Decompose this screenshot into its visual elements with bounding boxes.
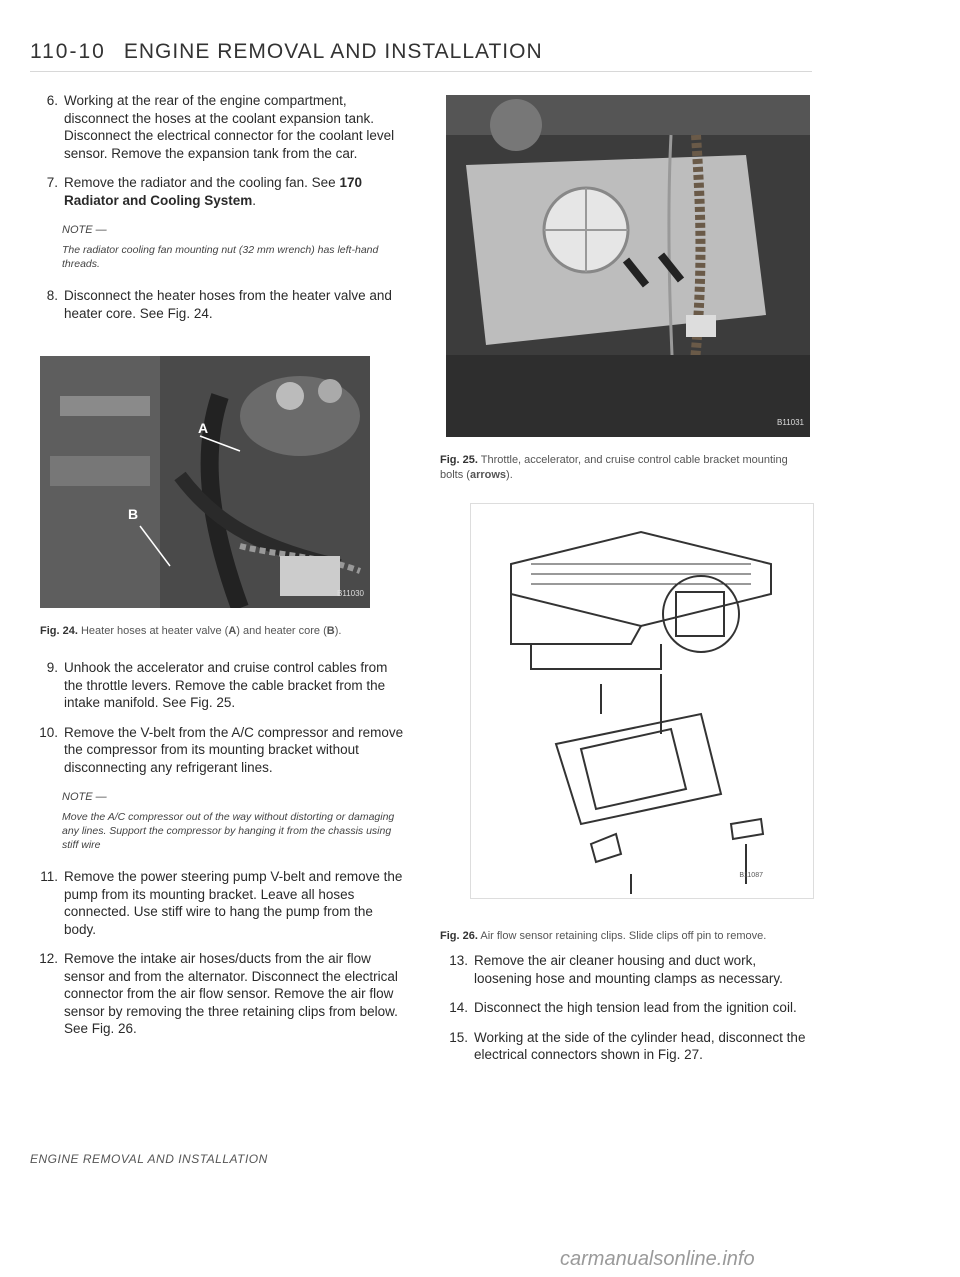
- watermark: carmanualsonline.info: [560, 1248, 755, 1270]
- page-header: [30, 40, 543, 64]
- page-number: 110-10: [30, 40, 106, 63]
- fig25-caption: Fig. 25. Throttle, accelerator, and cruise control cable bracket mounting bolts (arrows).: [440, 454, 788, 481]
- air-flow-sensor-drawing: [471, 504, 813, 898]
- fig26-caption: Fig. 26. Air flow sensor retaining clips. Slide clips off pin to remove.: [440, 930, 767, 942]
- step-9: 9. Unhook the accelerator and cruise control cables from the throttle levers. Remove the cable bracket from the intake manifold. See Fig. 25.: [46, 660, 388, 710]
- step-12: 12. Remove the intake air hoses/ducts from the air flow sensor and from the alternator. Disconnect the electrical connector from the air flow sensor. Remove the air flow sensor by removing the three retaining clips from below. See Fig. 26.: [39, 951, 398, 1036]
- figure-code: B11030: [337, 588, 364, 598]
- header-rule: [30, 71, 812, 72]
- fig24-photo: [40, 356, 370, 608]
- figure-code: B11087: [739, 871, 763, 879]
- section-reference: 170 Radiator and Cooling System: [64, 175, 362, 208]
- page-footer: ENGINE REMOVAL AND INSTALLATION: [30, 1152, 268, 1166]
- engine-bay-photo-illustration: [40, 356, 370, 608]
- step-8: 8. Disconnect the heater hoses from the heater valve and heater core. See Fig. 24.: [46, 288, 392, 321]
- right-column: [440, 95, 812, 1076]
- step-6: 6. Working at the rear of the engine compartment, disconnect the hoses at the coolant expansion tank. Disconnect the electrical connector for the coolant level sensor. Remove the expansion tank from the car.: [46, 93, 395, 161]
- step-15: 15. Working at the side of the cylinder head, disconnect the electrical connectors shown in Fig. 27.: [449, 1029, 806, 1062]
- step-10: 10. Remove the V-belt from the A/C compressor and remove the compressor from its mounting bracket without disconnecting any refrigerant lines.: [39, 724, 404, 775]
- step-6-text: Working at the rear of the engine compartment, disconnect the hoses at the coolant expansion tank. Disconnect the electrical connector for the coolant level sensor. Remove the expansion tank from the car.: [64, 93, 395, 161]
- page-title: ENGINE REMOVAL AND INSTALLATION: [123, 40, 543, 63]
- step-13: 13. Remove the air cleaner housing and duct work, loosening hose and mounting clamps as necessary.: [449, 953, 783, 986]
- note-ac-compressor: NOTE — Move the A/C compressor out of the way without distorting or damaging any lines. Support the compressor by hanging it from the chassis using stiff wire: [62, 791, 395, 851]
- left-column: [30, 92, 408, 1050]
- note-radiator-fan: NOTE — The radiator cooling fan mounting nut (32 mm wrench) has left-hand threads.: [62, 224, 379, 270]
- label-b: B: [128, 506, 139, 522]
- fig25-photo: [446, 95, 810, 437]
- fig24-caption: Fig. 24. Heater hoses at heater valve (A) and heater core (B).: [40, 625, 342, 637]
- throttle-photo-illustration: [446, 95, 810, 437]
- label-a: A: [198, 420, 209, 436]
- fig26-drawing: [470, 503, 814, 899]
- figure-code: B11031: [777, 417, 804, 427]
- step-7: 7. Remove the radiator and the cooling fan. See 170 Radiator and Cooling System.: [46, 175, 362, 208]
- step-14: 14. Disconnect the high tension lead from the ignition coil.: [449, 1000, 797, 1015]
- step-11: 11. Remove the power steering pump V-belt and remove the pump from its mounting bracket. Leave all hoses connected. Use stiff wire to hang the pump from the body.: [40, 869, 403, 937]
